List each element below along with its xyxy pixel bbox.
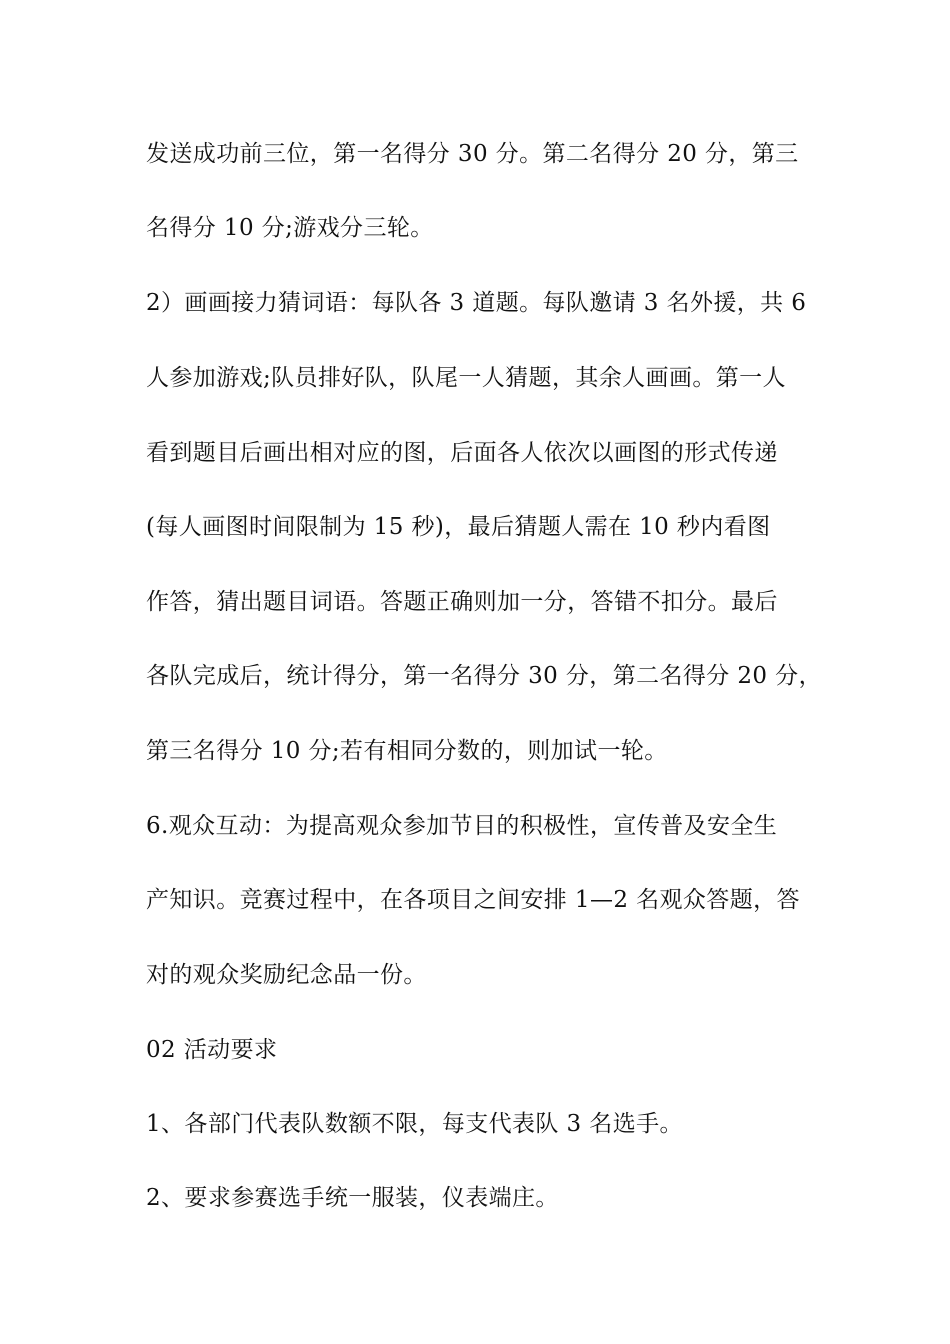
paragraph-line: (每人画图时间限制为 15 秒)，最后猜题人需在 10 秒内看图 xyxy=(146,514,771,540)
paragraph-line: 第三名得分 10 分;若有相同分数的，则加试一轮。 xyxy=(146,738,668,764)
paragraph-line: 各队完成后，统计得分，第一名得分 30 分，第二名得分 20 分， xyxy=(146,663,822,689)
list-item: 2、要求参赛选手统一服装，仪表端庄。 xyxy=(146,1185,559,1211)
paragraph-line: 产知识。竞赛过程中，在各项目之间安排 1—2 名观众答题，答 xyxy=(146,887,800,913)
paragraph-line: 名得分 10 分;游戏分三轮。 xyxy=(146,215,434,241)
section-heading: 02 活动要求 xyxy=(146,1037,278,1063)
paragraph-line: 作答，猜出题目词语。答题正确则加一分，答错不扣分。最后 xyxy=(146,589,778,615)
paragraph-line: 发送成功前三位，第一名得分 30 分。第二名得分 20 分，第三 xyxy=(146,141,799,167)
paragraph-line: 对的观众奖励纪念品一份。 xyxy=(146,962,427,988)
paragraph-line: 2）画画接力猜词语：每队各 3 道题。每队邀请 3 名外援，共 6 xyxy=(146,290,807,316)
list-item: 1、各部门代表队数额不限，每支代表队 3 名选手。 xyxy=(146,1111,683,1137)
paragraph-line: 人参加游戏;队员排好队，队尾一人猜题，其余人画画。第一人 xyxy=(146,365,786,391)
paragraph-line: 看到题目后画出相对应的图，后面各人依次以画图的形式传递 xyxy=(146,440,778,466)
paragraph-line: 6.观众互动：为提高观众参加节目的积极性，宣传普及安全生 xyxy=(146,813,778,839)
